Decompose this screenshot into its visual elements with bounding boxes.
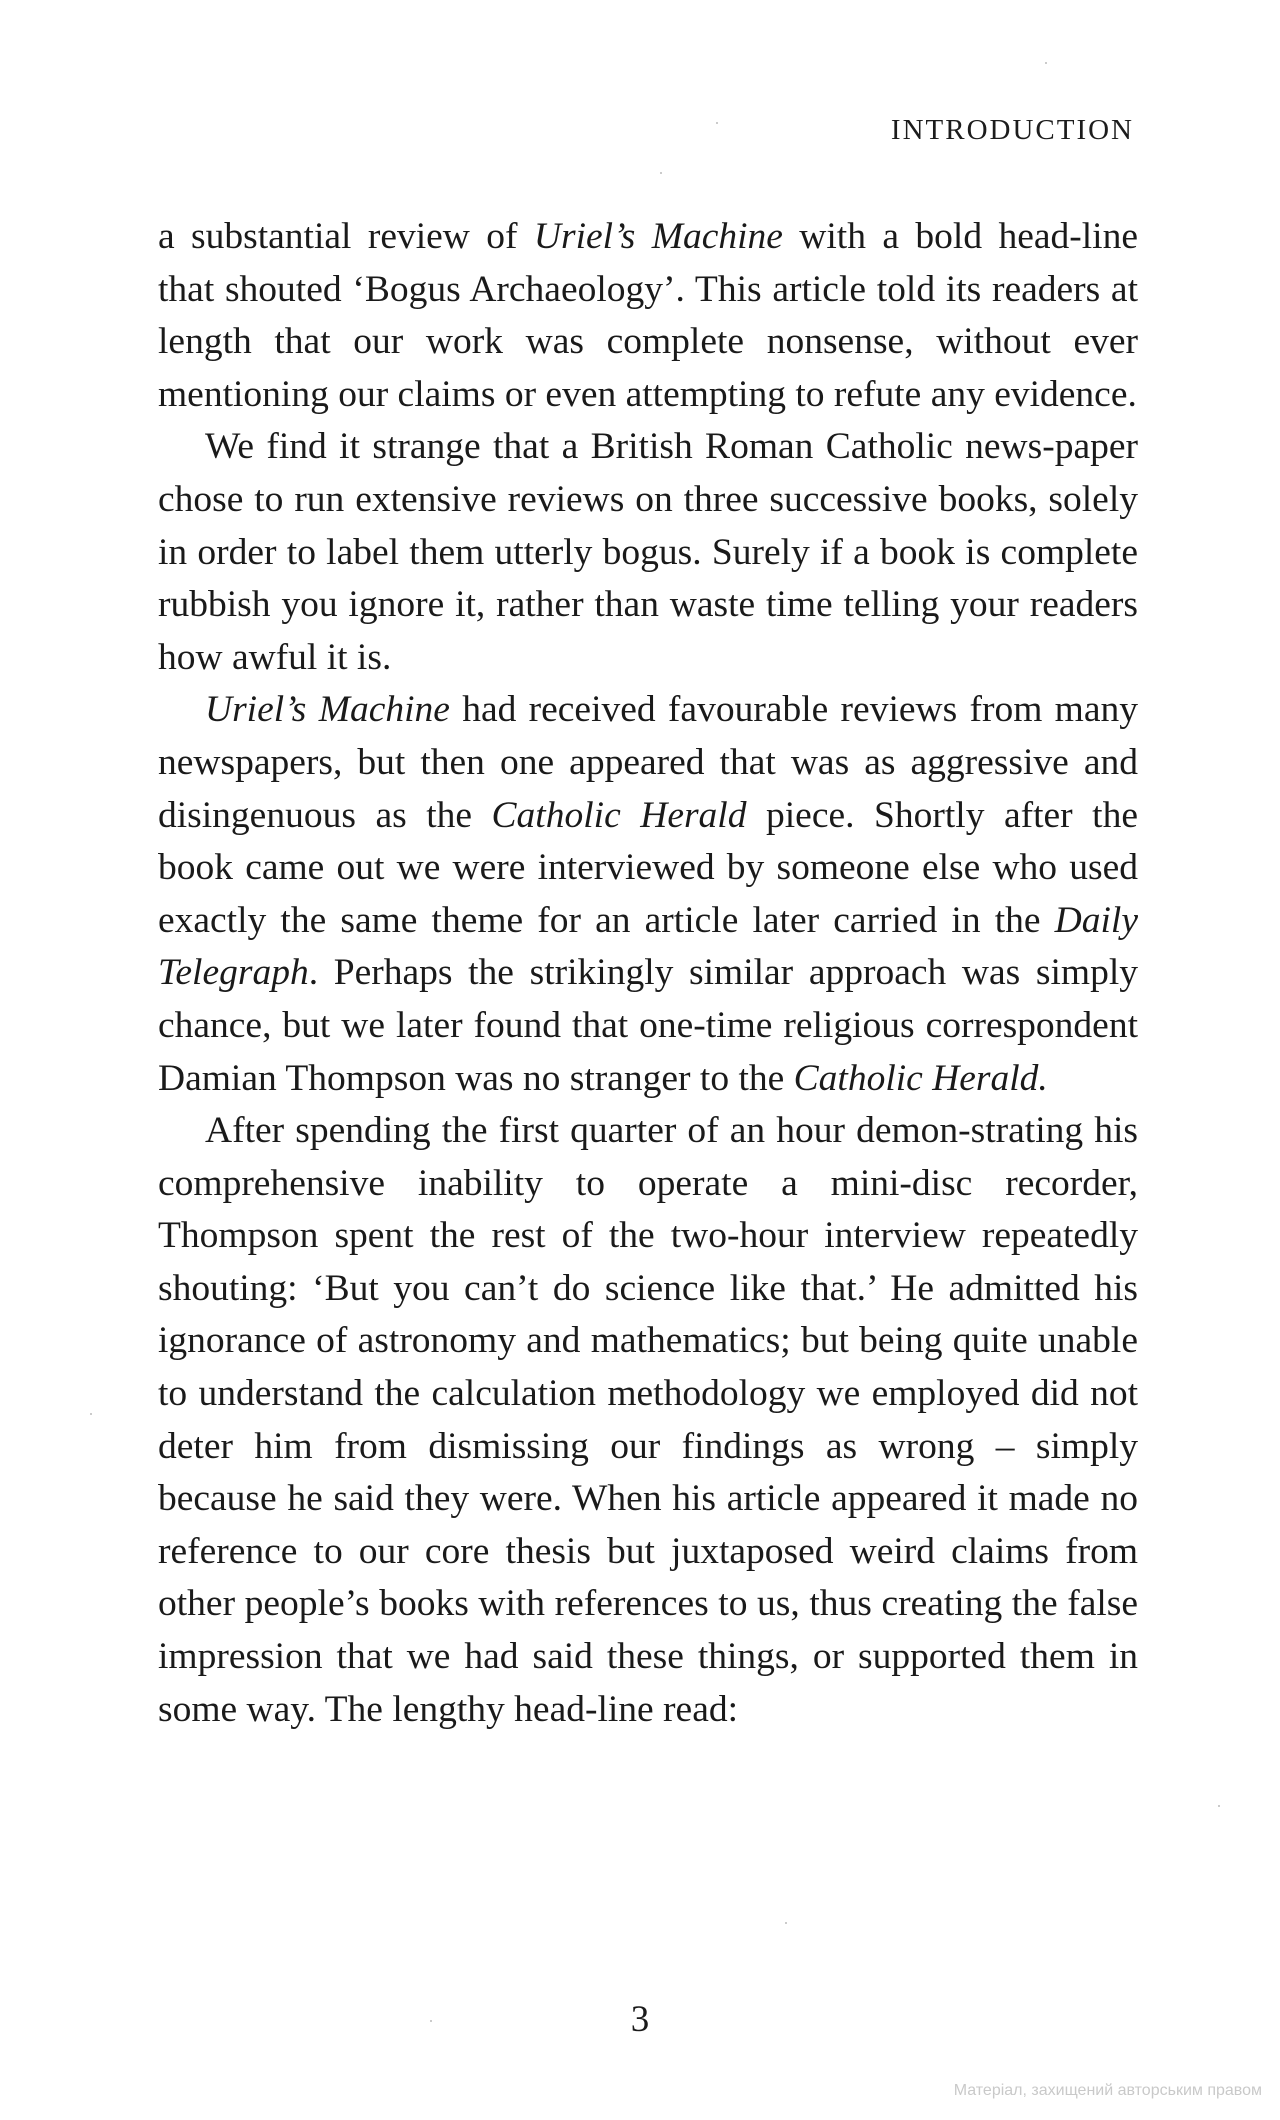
newspaper-title: Catholic Herald.	[793, 1057, 1048, 1099]
scan-speck	[785, 1922, 787, 1924]
paragraph	[158, 211, 1138, 421]
paragraph	[158, 684, 1138, 1105]
paragraph	[158, 421, 1138, 684]
body-text	[158, 211, 1138, 1736]
newspaper-title: Catholic Herald	[491, 794, 747, 836]
text-segment: had received favourable reviews from many newspapers, but then one appeared that was as aggressive and disingenuous as the	[158, 689, 1138, 836]
scan-speck	[90, 1413, 92, 1415]
scan-speck	[660, 172, 662, 174]
text-segment: . Perhaps the strikingly similar approach was simply chance, but we later found that one-time religious correspondent Damian Thompson was no stranger to the	[158, 952, 1138, 1099]
copyright-watermark: Матеріал, захищений авторським правом	[953, 2082, 1262, 2099]
paragraph	[158, 1105, 1138, 1736]
scan-speck	[1218, 1805, 1220, 1807]
text-segment: a substantial review of	[158, 216, 534, 257]
text-segment: After spending the first quarter of an hour demon-strating his comprehensive inability to operate a mini-disc recorder, Thompson spent the rest of the two-hour interview repeatedly shouting: ‘But you can’t do science like that.’ He admitted his ignorance of astronomy and mathematics; but being quite unable to understand the calculation methodology we employed did not deter him from dismissing our findings as wrong – simply because he said they were. When his article appeared it made no reference to our core thesis but juxtaposed weird claims from other people’s books with references to us, thus creating the false impression that we had said these things, or supported them in some way. The lengthy head-line read:	[158, 1110, 1138, 1730]
book-title: Uriel’s Machine	[205, 689, 450, 731]
scan-speck	[430, 2020, 432, 2022]
text-segment: piece. Shortly after the book came out we were interviewed by someone else who used exactly the same theme for an article later carried in the	[158, 794, 1138, 941]
scan-speck	[716, 122, 718, 124]
running-head: INTRODUCTION	[890, 114, 1134, 146]
scan-speck	[1045, 62, 1047, 64]
text-segment: We find it strange that a British Roman Catholic news-paper chose to run extensive reviews on three successive books, solely in order to label them utterly bogus. Surely if a book is complete rubbish you ignore it, rather than waste time telling your readers how awful it is.	[158, 426, 1138, 678]
book-title: Uriel’s Machine	[533, 216, 783, 257]
page-number: 3	[630, 1999, 650, 2040]
newspaper-title: Daily Telegraph	[158, 899, 1138, 994]
text-segment: with a bold head-line that shouted ‘Bogus Archaeology’. This article told its readers at length that our work was complete nonsense, without ever mentioning our claims or even attempting to refute any evidence.	[158, 216, 1138, 415]
